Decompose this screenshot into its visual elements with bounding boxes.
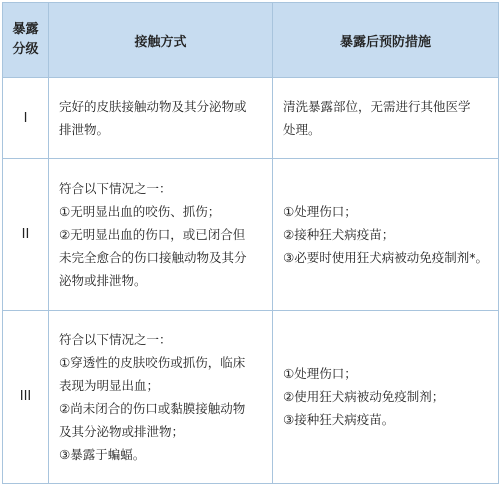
contact-line: 未完全愈合的伤口接触动物及其分 [59,249,247,265]
row-contact-cell [49,310,273,483]
contact-line: 泌物或排泄物。 [59,272,147,288]
table-row [3,310,499,483]
contact-line: ②尚未闭合的伤口或黏膜接触动物 [59,400,246,416]
row-level: I [3,78,49,159]
measure-line: 处理。 [283,122,321,138]
header-grade-line1: 暴露 [12,22,39,37]
header-grade-line2: 分级 [12,42,39,57]
measure-line: ③接种狂犬病疫苗。 [283,412,395,428]
contact-line: 完好的皮肤接触动物及其分泌物或 [59,99,247,115]
contact-line: 表现为明显出血； [59,377,160,393]
table-row [3,78,499,159]
contact-line: ①穿透性的皮肤咬伤或抓伤，临床 [59,354,246,370]
measure-line: ①处理伤口； [283,203,357,219]
header-post-exposure-measures: 暴露后预防措施 [273,3,499,78]
table-header-row [3,3,499,78]
contact-line: ①无明显出血的咬伤、抓伤； [59,203,221,219]
exposure-grading-table [2,2,499,484]
header-contact-method: 接触方式 [49,3,273,78]
contact-line: 符合以下情况之一： [59,180,172,196]
header-exposure-grade [3,3,49,78]
row-level: II [3,159,49,310]
row-contact-cell [49,78,273,159]
contact-line: 及其分泌物或排泄物； [59,423,185,439]
row-measures-cell [273,78,499,159]
row-measures-cell [273,310,499,483]
measure-line: ②使用狂犬病被动免疫制剂； [283,389,445,405]
measure-line: ③必要时使用狂犬病被动免疫制剂*。 [283,249,488,265]
contact-line: 排泄物。 [59,122,110,138]
measure-line: 清洗暴露部位，无需进行其他医学 [283,99,471,115]
row-level: III [3,310,49,483]
contact-line: ③暴露于蝙蝠。 [59,446,146,462]
measure-line: ①处理伤口； [283,366,357,382]
table-row [3,159,499,310]
contact-line: ②无明显出血的伤口，或已闭合但 [59,226,246,242]
contact-line: 符合以下情况之一： [59,331,172,347]
row-measures-cell [273,159,499,310]
measure-line: ②接种狂犬病疫苗； [283,226,395,242]
row-contact-cell [49,159,273,310]
